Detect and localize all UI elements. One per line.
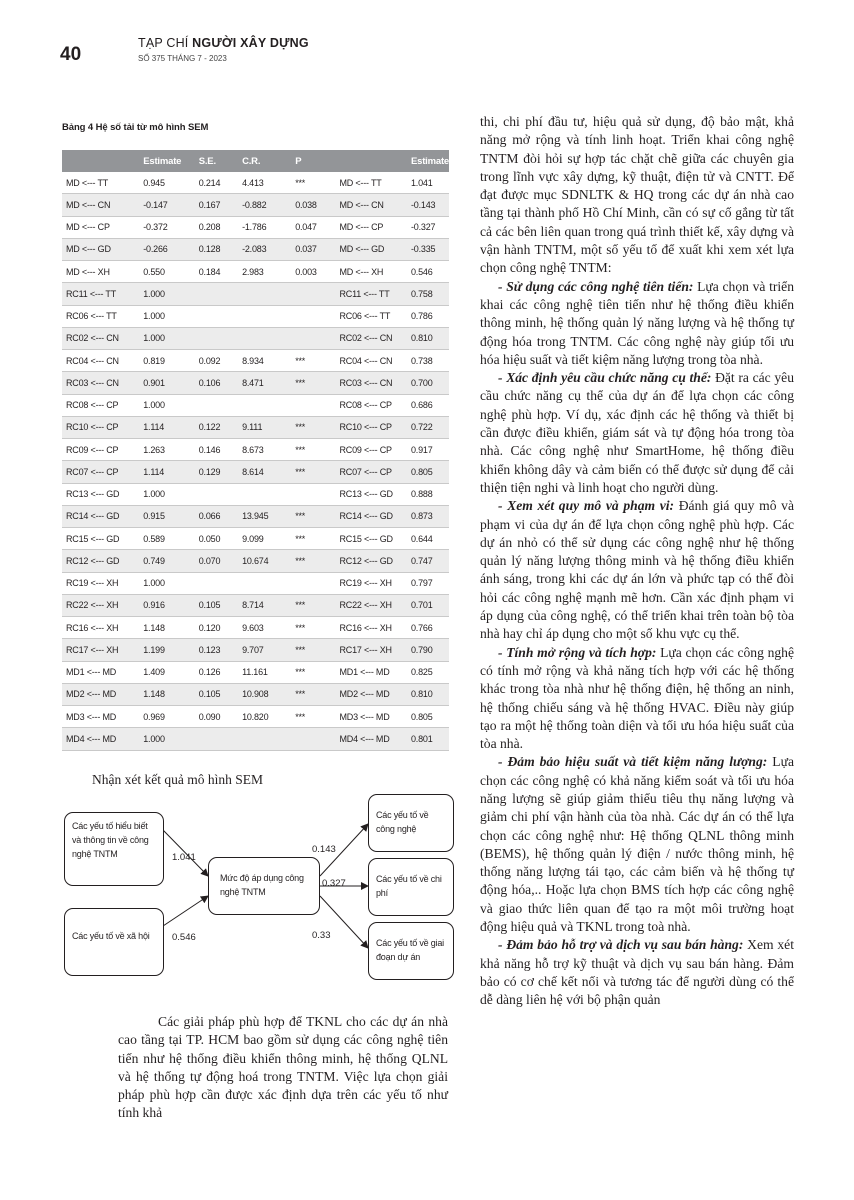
table-cell: 1.114 xyxy=(139,461,194,483)
table-cell xyxy=(238,394,291,416)
table-cell: *** xyxy=(291,683,335,705)
table-cell: *** xyxy=(291,706,335,728)
table-cell: *** xyxy=(291,172,335,194)
table-cell: 0.167 xyxy=(195,194,238,216)
table-cell: MD <--- GD xyxy=(62,238,139,260)
solution-item-body: Xem xét khả năng hỗ trợ kỹ thuật và dịch vụ sau bán hàng. Đảm bảo có cơ chế kết nối và tương tác để người dùng có thể dễ dàng liên hệ với bộ phận quản xyxy=(480,937,794,1008)
table-cell: RC03 <--- CN xyxy=(335,372,407,394)
table-cell xyxy=(238,327,291,349)
table-cell: 0.749 xyxy=(139,550,194,572)
solution-item-title: - Đảm bảo hỗ trợ và dịch vụ sau bán hàng: xyxy=(498,937,744,953)
table-cell: -0.882 xyxy=(238,194,291,216)
table-cell: MD <--- GD xyxy=(335,238,407,260)
table-cell: 0.123 xyxy=(195,639,238,661)
solution-item xyxy=(480,497,794,643)
table-cell: 13.945 xyxy=(238,505,291,527)
table-cell: *** xyxy=(291,661,335,683)
table-cell: RC08 <--- CP xyxy=(335,394,407,416)
table-row xyxy=(62,572,449,594)
table-cell: 0.901 xyxy=(139,372,194,394)
box-awareness: Các yếu tố hiểu biết và thông tin về công nghệ TNTM xyxy=(64,812,164,886)
table-cell: 0.747 xyxy=(407,550,449,572)
table-cell: 0.786 xyxy=(407,305,449,327)
table-cell: 0.722 xyxy=(407,416,449,438)
table-cell: RC06 <--- TT xyxy=(62,305,139,327)
table-cell: 0.070 xyxy=(195,550,238,572)
weight-cost: 0.327 xyxy=(322,878,346,889)
table-row xyxy=(62,194,449,216)
table-cell: -0.327 xyxy=(407,216,449,238)
table-cell: RC19 <--- XH xyxy=(335,572,407,594)
left-paragraph: Các giải pháp phù hợp để TKNL cho các dự án nhà cao tầng tại TP. HCM bao gồm sử dụng các công nghệ tiên tiến như hệ thống điều khiển thông minh, hệ thống QLNL và hệ thống tự động hoá trong TNTM. Việc lựa chọn giải pháp phù hợp cần được xác định dựa trên các yếu tố như tính khả xyxy=(118,1014,448,1121)
table-cell: RC10 <--- CP xyxy=(62,416,139,438)
solution-item-title: - Đảm bảo hiệu suất và tiết kiệm năng lượng: xyxy=(498,754,768,770)
table-cell: MD3 <--- MD xyxy=(62,706,139,728)
diagram-title: Nhận xét kết quả mô hình SEM xyxy=(92,772,263,787)
table-cell: 0.805 xyxy=(407,706,449,728)
table-cell: RC17 <--- XH xyxy=(335,639,407,661)
table-cell: 0.003 xyxy=(291,261,335,283)
table-cell: RC12 <--- GD xyxy=(62,550,139,572)
table-cell: 1.041 xyxy=(407,172,449,194)
table-cell: MD <--- XH xyxy=(62,261,139,283)
left-column-text xyxy=(118,1013,448,1123)
weight-awareness: 1.041 xyxy=(172,852,196,863)
table-cell: -0.335 xyxy=(407,238,449,260)
table-row xyxy=(62,238,449,260)
table-row xyxy=(62,305,449,327)
table-cell: RC13 <--- GD xyxy=(335,483,407,505)
table-cell: RC10 <--- CP xyxy=(335,416,407,438)
table-cell: RC16 <--- XH xyxy=(335,617,407,639)
table-cell: 0.050 xyxy=(195,528,238,550)
table-cell: RC19 <--- XH xyxy=(62,572,139,594)
table-cell: 0.701 xyxy=(407,594,449,616)
table-cell xyxy=(291,394,335,416)
page-number: 40 xyxy=(60,44,82,65)
journal-prefix: TẠP CHÍ xyxy=(138,36,193,50)
sem-coefficient-table xyxy=(62,150,449,751)
table-cell: RC12 <--- GD xyxy=(335,550,407,572)
solution-item-body: Lựa chọn các công nghệ có tính mở rộng và khả năng tích hợp với các hệ thống khác trong tòa nhà như hệ thống điện, hệ thống an ninh, hệ thống chiếu sáng và hệ thống HVAC. Điều này giúp tạo ra một hệ thống toàn diện và tối ưu hóa hiệu suất của tòa nhà. xyxy=(480,644,794,752)
table-row xyxy=(62,439,449,461)
table-cell: RC11 <--- TT xyxy=(335,283,407,305)
table-cell: RC07 <--- CP xyxy=(62,461,139,483)
table-cell: 0.758 xyxy=(407,283,449,305)
table-cell: 1.114 xyxy=(139,416,194,438)
table-cell: 0.917 xyxy=(407,439,449,461)
box-tech: Các yếu tố về công nghệ xyxy=(368,794,454,852)
journal-name: NGƯỜI XÂY DỰNG xyxy=(192,36,309,50)
table-cell: -0.266 xyxy=(139,238,194,260)
table-cell: *** xyxy=(291,550,335,572)
table-body xyxy=(62,172,449,750)
table-cell: 0.047 xyxy=(291,216,335,238)
table-cell: 0.122 xyxy=(195,416,238,438)
table-cell: RC04 <--- CN xyxy=(335,350,407,372)
table-row xyxy=(62,394,449,416)
table-cell: 0.686 xyxy=(407,394,449,416)
table-cell: RC13 <--- GD xyxy=(62,483,139,505)
table-cell: RC03 <--- CN xyxy=(62,372,139,394)
table-cell: 0.915 xyxy=(139,505,194,527)
table-cell: 0.550 xyxy=(139,261,194,283)
table-cell: MD3 <--- MD xyxy=(335,706,407,728)
table-cell: RC15 <--- GD xyxy=(62,528,139,550)
solution-item-body: Lựa chọn và triển khai các công nghệ tiên tiến như hệ thống điều khiển thông minh, hệ thống quản lý năng lượng và hệ thống tự động hóa trong TNTM. Các công nghệ này giúp tối ưu hóa hiệu suất và tiết kiệm năng lượng trong tòa nhà. xyxy=(480,278,794,367)
table-cell: 0.797 xyxy=(407,572,449,594)
table-row xyxy=(62,505,449,527)
table-row xyxy=(62,461,449,483)
table-cell: 2.983 xyxy=(238,261,291,283)
table-row xyxy=(62,372,449,394)
table-cell: 0.790 xyxy=(407,639,449,661)
table-row xyxy=(62,216,449,238)
table-cell: *** xyxy=(291,505,335,527)
table-cell: 10.908 xyxy=(238,683,291,705)
table-cell xyxy=(238,572,291,594)
table-row xyxy=(62,350,449,372)
table-header-cell: P xyxy=(291,150,335,172)
table-row xyxy=(62,172,449,194)
table-cell: 1.199 xyxy=(139,639,194,661)
solution-item-body: Lựa chọn các công nghệ có khả năng kiểm soát và tối ưu hóa năng lượng sẽ giúp giảm thiểu tiêu thụ năng lượng và giảm chi phí vận hành của tòa nhà. Các dự án có thể lựa chọn các công nghệ như: Hệ thống QLNL thông minh (BEMS), hệ thống quản lý điện / nước thông minh, hệ thống năng lượng tái tạo, các cảm biến và hệ thống tự động hóa,.. Hoặc lựa chọn BMS tích hợp các công nghệ và giao thức liên quan để tạo ra một môi trường hoạt động hiệu quả và TKNL trong toà nhà. xyxy=(480,754,794,935)
table-cell: -0.372 xyxy=(139,216,194,238)
table-cell: MD <--- CN xyxy=(62,194,139,216)
table-cell: 0.589 xyxy=(139,528,194,550)
table-cell: -2.083 xyxy=(238,238,291,260)
table-cell: RC09 <--- CP xyxy=(62,439,139,461)
right-items xyxy=(480,278,794,1010)
table-cell xyxy=(195,305,238,327)
table-cell: 1.000 xyxy=(139,283,194,305)
table-cell: MD <--- CP xyxy=(62,216,139,238)
table-cell xyxy=(291,283,335,305)
table-header-cell xyxy=(62,150,139,172)
table-cell: MD4 <--- MD xyxy=(335,728,407,750)
table-cell: 1.000 xyxy=(139,483,194,505)
table-cell: 9.707 xyxy=(238,639,291,661)
table-cell: 8.714 xyxy=(238,594,291,616)
table-cell: 0.819 xyxy=(139,350,194,372)
table-cell: 0.810 xyxy=(407,683,449,705)
table-cell: 1.263 xyxy=(139,439,194,461)
table-row xyxy=(62,327,449,349)
solution-item xyxy=(480,753,794,936)
table-row xyxy=(62,639,449,661)
table-cell xyxy=(195,283,238,305)
table-header-cell: Estimate xyxy=(139,150,194,172)
table-cell: -1.786 xyxy=(238,216,291,238)
table-cell xyxy=(238,305,291,327)
solution-item-body: Đặt ra các yêu cầu chức năng cụ thể của dự án để lựa chọn các công nghệ phù hợp. Ví dụ, xác định các hệ thống và thiết bị cần được điều khiển, giám sát và tự động hóa trong tòa nhà. Các công nghệ như SmartHome, hệ thống điều khiển không dây và cảm biến có thể được sử dụng để cải thiện tiện nghi và linh hoạt cho người dùng. xyxy=(480,370,794,495)
table-cell: RC09 <--- CP xyxy=(335,439,407,461)
table-cell: 0.766 xyxy=(407,617,449,639)
table-cell: *** xyxy=(291,372,335,394)
table-cell xyxy=(238,728,291,750)
table-cell: 1.000 xyxy=(139,572,194,594)
solution-item-title: - Sử dụng các công nghệ tiên tiến: xyxy=(498,278,694,294)
solution-item xyxy=(480,369,794,497)
table-caption: Bảng 4 Hệ số tải từ mô hình SEM xyxy=(62,122,209,133)
table-cell: 9.603 xyxy=(238,617,291,639)
table-cell: RC15 <--- GD xyxy=(335,528,407,550)
arrow-social-center xyxy=(163,896,208,926)
table-cell: 0.888 xyxy=(407,483,449,505)
table-cell: *** xyxy=(291,594,335,616)
table-cell xyxy=(291,305,335,327)
table-cell: 0.546 xyxy=(407,261,449,283)
table-cell xyxy=(238,283,291,305)
table-cell xyxy=(291,572,335,594)
table-cell: *** xyxy=(291,461,335,483)
table-cell: 1.148 xyxy=(139,617,194,639)
table-cell: *** xyxy=(291,350,335,372)
table-cell: 10.674 xyxy=(238,550,291,572)
table-row xyxy=(62,661,449,683)
table-cell: 8.673 xyxy=(238,439,291,461)
table-row xyxy=(62,550,449,572)
table-row xyxy=(62,483,449,505)
solution-item-title: - Xác định yêu cầu chức năng cụ thể: xyxy=(498,370,712,386)
table-row xyxy=(62,683,449,705)
table-cell: 4.413 xyxy=(238,172,291,194)
table-cell: RC02 <--- CN xyxy=(62,327,139,349)
solution-item-title: - Tính mở rộng và tích hợp: xyxy=(498,644,657,660)
table-cell: MD1 <--- MD xyxy=(62,661,139,683)
table-cell: RC06 <--- TT xyxy=(335,305,407,327)
table-row xyxy=(62,706,449,728)
table-cell xyxy=(195,327,238,349)
table-cell: 0.090 xyxy=(195,706,238,728)
table-cell: 9.111 xyxy=(238,416,291,438)
right-column-text xyxy=(480,113,794,1010)
table-cell: -0.147 xyxy=(139,194,194,216)
table-row xyxy=(62,528,449,550)
table-cell: 8.471 xyxy=(238,372,291,394)
table-cell: RC14 <--- GD xyxy=(62,505,139,527)
table-cell: MD <--- CP xyxy=(335,216,407,238)
journal-title xyxy=(138,36,309,50)
box-stage: Các yếu tố về giai đoạn dự án xyxy=(368,922,454,980)
table-cell: MD2 <--- MD xyxy=(335,683,407,705)
table-cell: 8.934 xyxy=(238,350,291,372)
table-cell: 0.106 xyxy=(195,372,238,394)
solution-item xyxy=(480,278,794,369)
table-cell: *** xyxy=(291,416,335,438)
box-social: Các yếu tố về xã hội xyxy=(64,908,164,976)
table-cell: *** xyxy=(291,439,335,461)
weight-social: 0.546 xyxy=(172,932,196,943)
table-cell: 0.873 xyxy=(407,505,449,527)
table-row xyxy=(62,594,449,616)
table-cell: 1.409 xyxy=(139,661,194,683)
table-cell: 0.810 xyxy=(407,327,449,349)
table-cell: 0.066 xyxy=(195,505,238,527)
table-cell: RC07 <--- CP xyxy=(335,461,407,483)
table-cell: RC02 <--- CN xyxy=(335,327,407,349)
table-cell: 0.945 xyxy=(139,172,194,194)
table-cell: 0.805 xyxy=(407,461,449,483)
table-cell: 0.208 xyxy=(195,216,238,238)
table-cell: MD <--- TT xyxy=(62,172,139,194)
table-cell: 0.214 xyxy=(195,172,238,194)
table-cell: 0.105 xyxy=(195,683,238,705)
table-cell: 1.000 xyxy=(139,327,194,349)
right-intro-paragraph: thi, chi phí đầu tư, hiệu quả sử dụng, độ bảo mật, khả năng mở rộng và tính linh hoạt. Triển khai công nghệ TNTM đòi hỏi sự hợp tác chặt chẽ giữa các chuyên gia trong lĩnh vực xây dựng, kỹ thuật, điện tử và CNTT. Để đạt được mục SDNLTK & HQ trong các dự án nhà cao tầng tại thành phố Hồ Chí Minh, cần có sự cố gắng từ tất cả các bên liên quan trong quá trình thiết kế, xây dựng và vận hành TNTM, một số yếu tố để xuất khi xem xét lựa chọn công nghệ TNTM: xyxy=(480,114,794,276)
table-cell: MD4 <--- MD xyxy=(62,728,139,750)
solution-item-title: - Xem xét quy mô và phạm vi: xyxy=(498,498,675,514)
table-cell xyxy=(195,728,238,750)
table-cell: MD <--- CN xyxy=(335,194,407,216)
table-cell: 1.000 xyxy=(139,394,194,416)
table-cell: 0.738 xyxy=(407,350,449,372)
table-cell: 0.644 xyxy=(407,528,449,550)
table-cell: RC22 <--- XH xyxy=(62,594,139,616)
table-cell: 0.916 xyxy=(139,594,194,616)
table-row xyxy=(62,283,449,305)
table-row xyxy=(62,617,449,639)
table-cell: 0.700 xyxy=(407,372,449,394)
issue-info: SỐ 375 THÁNG 7 - 2023 xyxy=(138,54,227,63)
table-cell xyxy=(238,483,291,505)
table-cell: -0.143 xyxy=(407,194,449,216)
table-cell: 0.825 xyxy=(407,661,449,683)
table-cell: 0.126 xyxy=(195,661,238,683)
solution-item xyxy=(480,936,794,1009)
table-cell xyxy=(195,394,238,416)
table-header-cell xyxy=(335,150,407,172)
box-center: Mức độ áp dụng công nghệ TNTM xyxy=(208,857,320,915)
sem-diagram xyxy=(60,788,460,988)
table-row xyxy=(62,261,449,283)
table-cell: 10.820 xyxy=(238,706,291,728)
table-header-cell: S.E. xyxy=(195,150,238,172)
table-cell: 0.184 xyxy=(195,261,238,283)
weight-stage: 0.33 xyxy=(312,930,331,941)
table-row xyxy=(62,416,449,438)
table-cell: RC04 <--- CN xyxy=(62,350,139,372)
table-cell: 1.000 xyxy=(139,728,194,750)
table-header-cell: Estimate xyxy=(407,150,449,172)
table-cell: 0.120 xyxy=(195,617,238,639)
table-cell: 0.146 xyxy=(195,439,238,461)
table-cell: 1.000 xyxy=(139,305,194,327)
table-cell xyxy=(291,728,335,750)
table-cell: RC08 <--- CP xyxy=(62,394,139,416)
table-cell: MD1 <--- MD xyxy=(335,661,407,683)
table-cell: 11.161 xyxy=(238,661,291,683)
table-cell: 0.092 xyxy=(195,350,238,372)
table-cell: *** xyxy=(291,528,335,550)
table-cell: *** xyxy=(291,617,335,639)
solution-item-body: Đánh giá quy mô và phạm vi của dự án để lựa chọn công nghệ phù hợp. Các dự án nhỏ có thể sử dụng các công nghệ như hệ thống quản lý năng lượng thông minh và hệ thống điều khiển ánh sáng, trong khi các dự án lớn và phức tạp có thể đòi hỏi các công nghệ mạnh mẽ hơn. Cần xác định phạm vi áp dụng của công nghệ, có thể triển khai trên toàn bộ tòa nhà hay chỉ áp dụng cho một số khu vực cụ thể. xyxy=(480,498,794,642)
table-cell: 0.129 xyxy=(195,461,238,483)
table-cell: *** xyxy=(291,639,335,661)
table-cell: RC14 <--- GD xyxy=(335,505,407,527)
table-cell xyxy=(291,483,335,505)
table-cell: 1.148 xyxy=(139,683,194,705)
table-cell xyxy=(291,327,335,349)
table-cell: 8.614 xyxy=(238,461,291,483)
table-cell: MD <--- XH xyxy=(335,261,407,283)
table-cell xyxy=(195,572,238,594)
weight-tech: 0.143 xyxy=(312,844,336,855)
table-cell: MD2 <--- MD xyxy=(62,683,139,705)
table-cell: 0.801 xyxy=(407,728,449,750)
table-row xyxy=(62,728,449,750)
table-cell: RC22 <--- XH xyxy=(335,594,407,616)
table-cell: MD <--- TT xyxy=(335,172,407,194)
table-cell: RC16 <--- XH xyxy=(62,617,139,639)
table-cell: 0.037 xyxy=(291,238,335,260)
table-cell: 0.105 xyxy=(195,594,238,616)
table-cell: RC17 <--- XH xyxy=(62,639,139,661)
table-cell: 0.038 xyxy=(291,194,335,216)
box-cost: Các yếu tố về chi phí xyxy=(368,858,454,916)
table-cell: 0.128 xyxy=(195,238,238,260)
solution-item xyxy=(480,644,794,754)
table-cell: 0.969 xyxy=(139,706,194,728)
table-header-cell: C.R. xyxy=(238,150,291,172)
table-cell: RC11 <--- TT xyxy=(62,283,139,305)
table-cell xyxy=(195,483,238,505)
table-cell: 9.099 xyxy=(238,528,291,550)
table-header-row xyxy=(62,150,449,172)
